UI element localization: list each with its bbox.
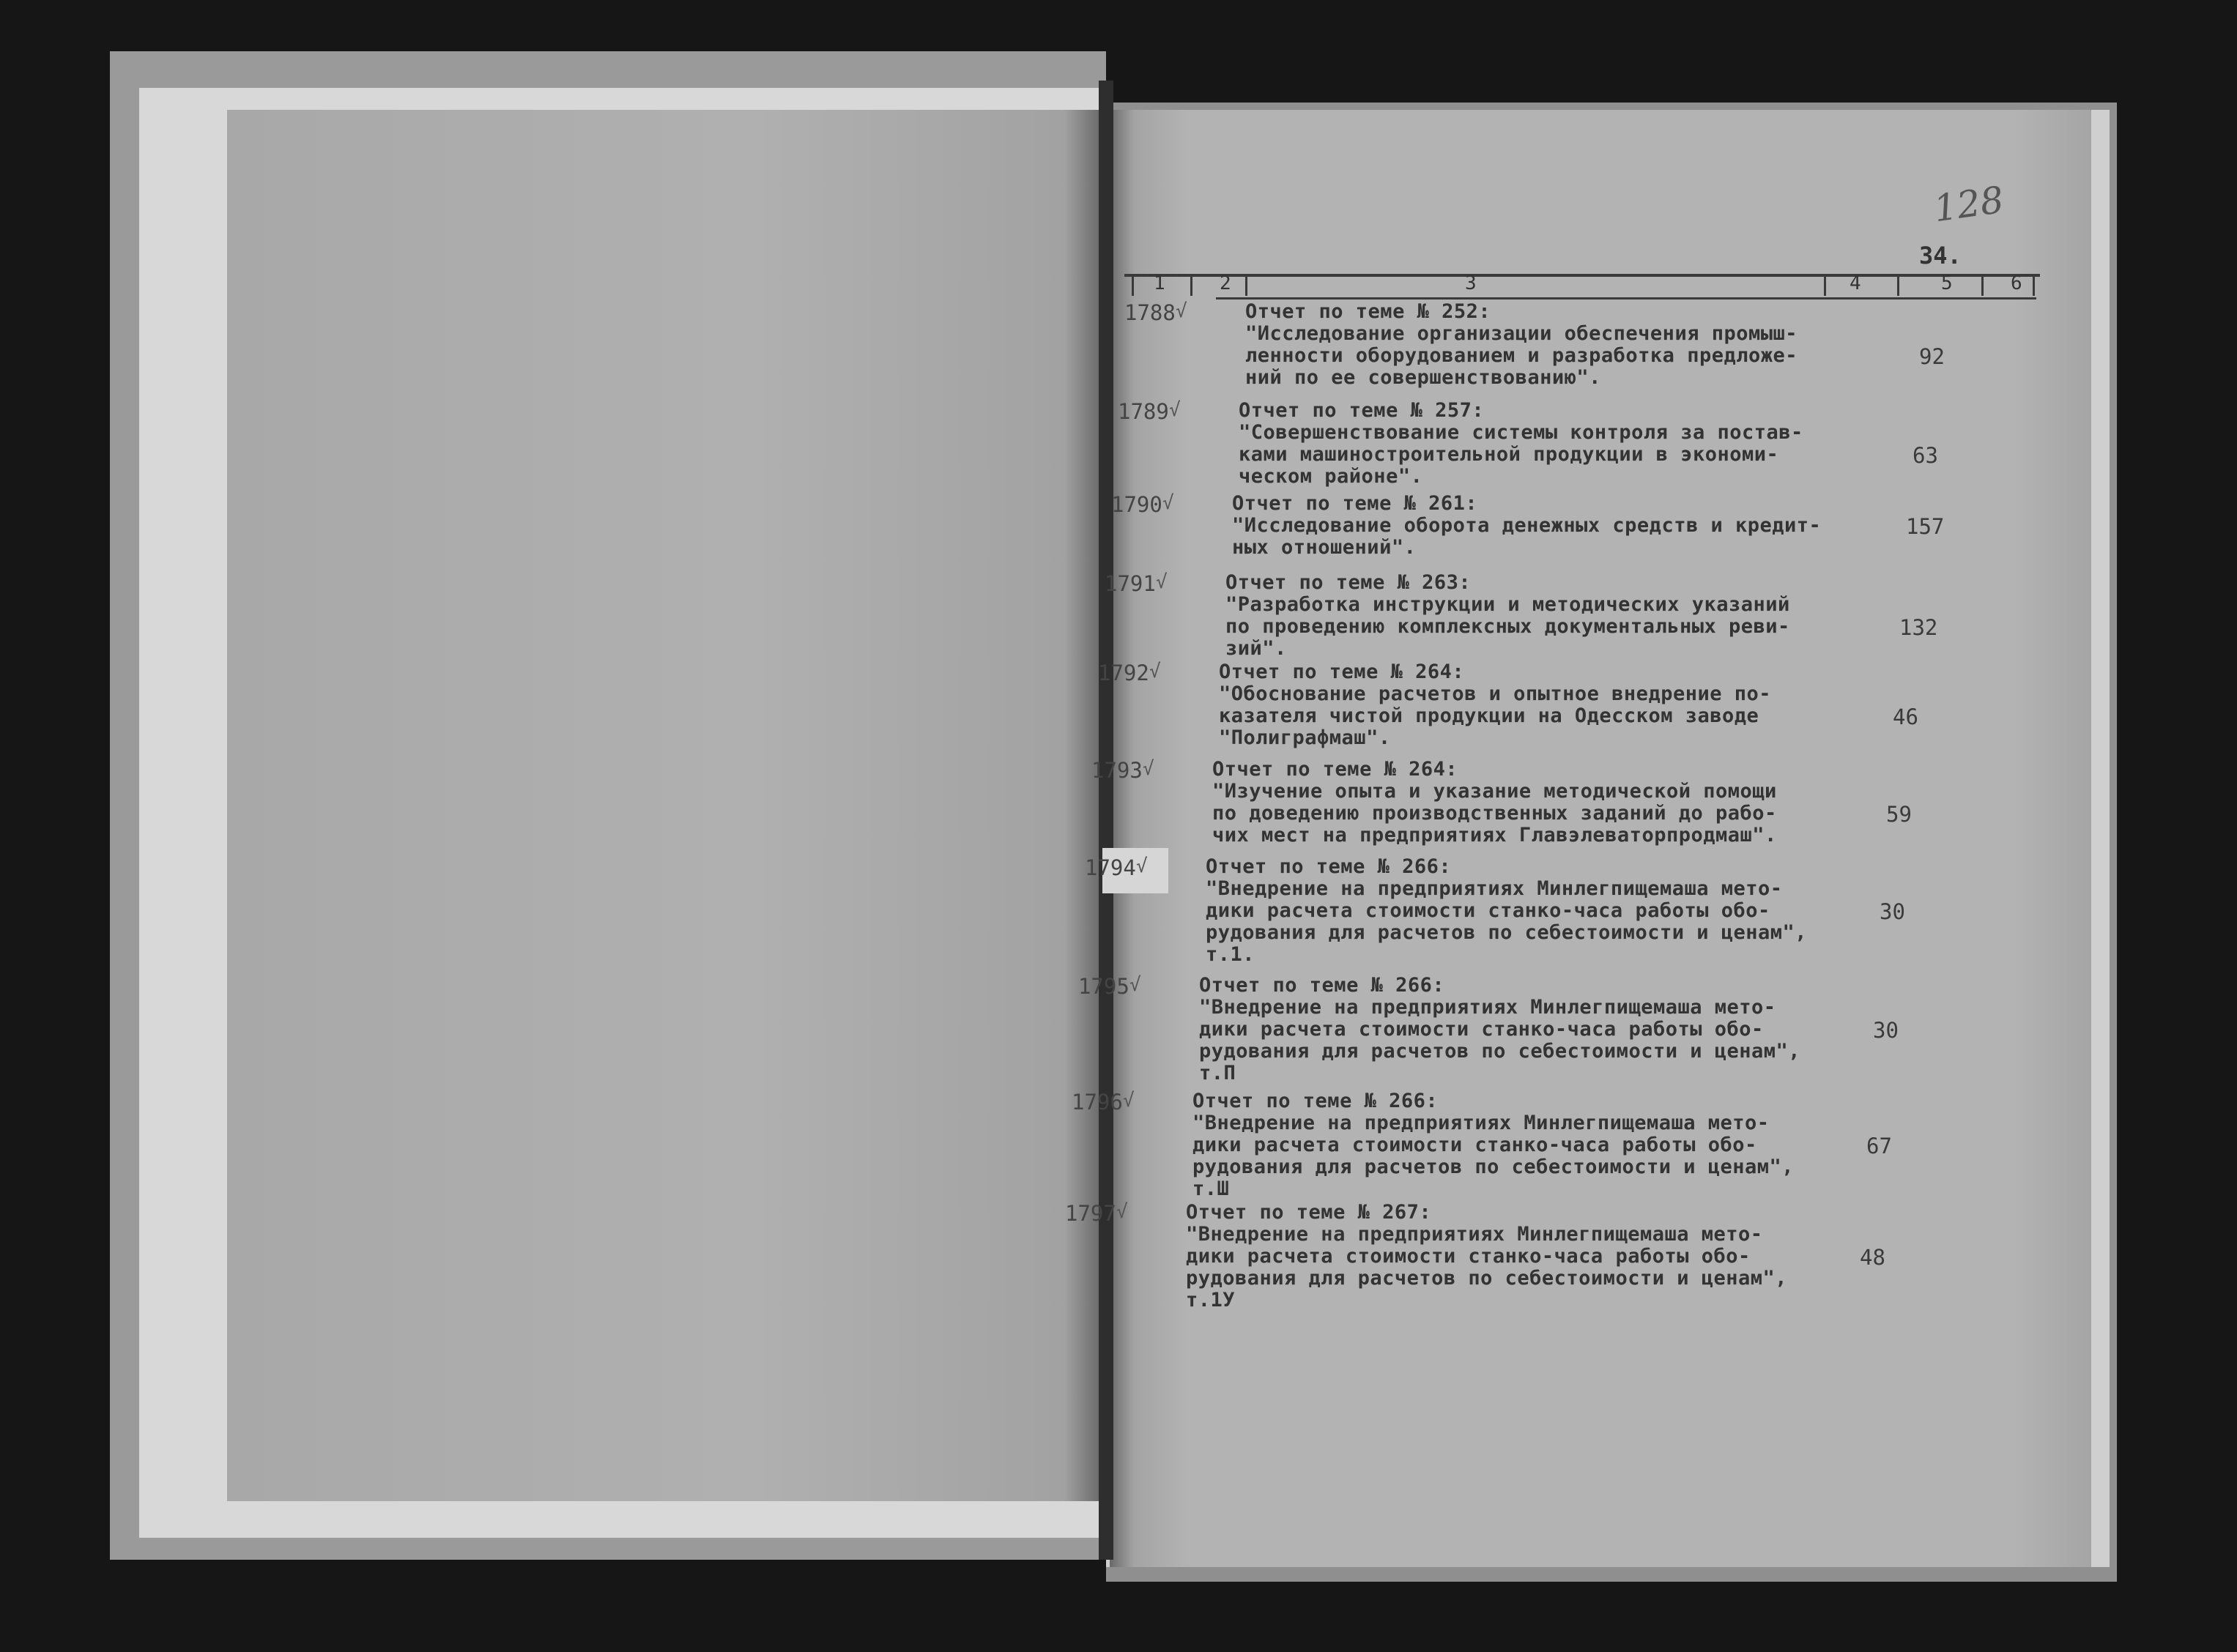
entry-number: 1794: [1085, 855, 1136, 880]
entry-title-line: ческом районе".: [1239, 465, 1423, 488]
entry-number: 1791: [1105, 571, 1156, 596]
entry-title-line: "Внедрение на предприятиях Минлегпищемаша мето-: [1192, 1112, 1770, 1134]
entry-title-line: "Внедрение на предприятиях Минлегпищемаша мето-: [1206, 877, 1783, 900]
entry-number: 1790: [1111, 492, 1162, 517]
entry-title-line: "Обоснование расчетов и опытное внедрение по-: [1219, 682, 1771, 705]
entry-title-line: Отчет по теме № 264:: [1212, 758, 1458, 781]
entry-number: 1796: [1072, 1090, 1123, 1115]
entry-title-line: Отчет по теме № 267:: [1186, 1201, 1432, 1224]
check-mark: √: [1156, 571, 1168, 593]
entry-title-line: ных отношений".: [1232, 536, 1417, 559]
table-column-tick: [1245, 277, 1247, 296]
entry-title-line: "Исследование оборота денежных средств и кредит-: [1232, 514, 1822, 537]
entry-title-line: ленности оборудованием и разработка предложе-: [1245, 344, 1798, 367]
entry-title-line: Отчет по теме № 264:: [1219, 661, 1465, 683]
entry-title-line: т.Ш: [1192, 1177, 1230, 1200]
table-column-tick: [1190, 277, 1192, 296]
entry-number: 1795: [1078, 974, 1129, 999]
check-mark: √: [1169, 399, 1181, 421]
table-header-cell: 3: [1465, 272, 1477, 294]
table-header-cell: 6: [2011, 272, 2022, 294]
sheet-count: 67: [1866, 1134, 1892, 1158]
entry-title-line: дики расчета стоимости станко-часа работы обо-: [1186, 1245, 1751, 1268]
sheet-count: 63: [1913, 443, 1938, 468]
entry-number: 1788: [1124, 300, 1176, 325]
sheet-count: 48: [1860, 1245, 1885, 1270]
entry-title-line: казателя чистой продукции на Одесском заводе: [1219, 704, 1759, 727]
entry-title-line: "Разработка инструкции и методических указаний: [1225, 593, 1790, 616]
entry-number: 1792: [1098, 661, 1149, 685]
table-header-cell: 2: [1220, 272, 1231, 294]
sheet-count: 30: [1873, 1018, 1899, 1043]
entry-title-line: Отчет по теме № 263:: [1225, 571, 1472, 594]
sheet-count: 92: [1919, 344, 1945, 369]
table-header-cell: 4: [1850, 272, 1861, 294]
table-header-cell: 1: [1154, 272, 1165, 294]
table-column-tick: [1824, 277, 1826, 296]
table-top-rule: [1124, 274, 2040, 277]
entry-title-line: рудования для расчетов по себестоимости и ценам",: [1199, 1040, 1801, 1063]
sheet-count: 157: [1906, 514, 1945, 539]
check-mark: √: [1129, 974, 1141, 996]
page-number: 34.: [1919, 242, 1962, 269]
entry-title-line: Отчет по теме № 261:: [1232, 492, 1478, 515]
table-column-tick: [1981, 277, 1984, 296]
check-mark: √: [1143, 758, 1154, 780]
entry-title-line: т.П: [1199, 1062, 1236, 1084]
book-gutter: [1099, 81, 1113, 1560]
entry-title-line: "Исследование организации обеспечения промыш-: [1245, 322, 1798, 345]
entry-title-line: т.1У: [1186, 1289, 1236, 1311]
folio-mark: 128: [1931, 178, 2007, 231]
table-column-tick: [2033, 277, 2035, 296]
table-header-rule: [1216, 297, 2036, 299]
table-header-cell: 5: [1941, 272, 1953, 294]
entry-title-line: зий".: [1225, 637, 1287, 660]
sheet-count: 132: [1899, 615, 1938, 640]
left-page-blank: [227, 110, 1099, 1501]
entry-title-line: Отчет по теме № 266:: [1206, 855, 1452, 878]
entry-title-line: Отчет по теме № 252:: [1245, 300, 1491, 323]
entry-title-line: ками машиностроительной продукции в экономи-: [1239, 443, 1779, 466]
sheet-count: 59: [1886, 802, 1912, 827]
entry-title-line: рудования для расчетов по себестоимости и ценам",: [1192, 1156, 1795, 1178]
table-column-tick: [1897, 277, 1899, 296]
entry-title-line: "Полиграфмаш".: [1219, 726, 1391, 749]
check-mark: √: [1123, 1090, 1135, 1112]
entry-title-line: "Внедрение на предприятиях Минлегпищемаша мето-: [1199, 996, 1776, 1019]
entry-number: 1793: [1091, 758, 1143, 783]
entry-title-line: "Внедрение на предприятиях Минлегпищемаша мето-: [1186, 1223, 1763, 1246]
entry-title-line: т.1.: [1206, 943, 1255, 966]
entry-title-line: по проведению комплексных документальных реви-: [1225, 615, 1790, 638]
entry-title-line: Отчет по теме № 266:: [1192, 1090, 1439, 1112]
entry-title-line: по доведению производственных заданий до рабо-: [1212, 802, 1777, 825]
entry-title-line: Отчет по теме № 257:: [1239, 399, 1485, 422]
entry-title-line: дики расчета стоимости станко-часа работы обо-: [1199, 1018, 1764, 1041]
entry-title-line: ний по ее совершенствованию".: [1245, 366, 1601, 389]
entry-title-line: Отчет по теме № 266:: [1199, 974, 1445, 997]
check-mark: √: [1136, 855, 1148, 877]
entry-title-line: рудования для расчетов по себестоимости и ценам",: [1186, 1267, 1788, 1290]
entry-title-line: чих мест на предприятиях Главэлеваторпродмаш".: [1212, 824, 1777, 847]
entry-title-line: "Совершенствование системы контроля за постав-: [1239, 421, 1803, 444]
check-mark: √: [1116, 1201, 1128, 1223]
entry-title-line: рудования для расчетов по себестоимости и ценам",: [1206, 921, 1808, 944]
sheet-count: 46: [1893, 704, 1918, 729]
entry-number: 1797: [1065, 1201, 1116, 1226]
entry-title-line: дики расчета стоимости станко-часа работы обо-: [1192, 1134, 1757, 1156]
check-mark: √: [1176, 300, 1187, 322]
sheet-count: 30: [1880, 899, 1905, 924]
entry-title-line: "Изучение опыта и указание методической помощи: [1212, 780, 1777, 803]
entry-title-line: дики расчета стоимости станко-часа работы обо-: [1206, 899, 1770, 922]
check-mark: √: [1149, 661, 1161, 682]
check-mark: √: [1162, 492, 1174, 514]
table-column-tick: [1132, 277, 1134, 296]
entry-number: 1789: [1118, 399, 1169, 424]
